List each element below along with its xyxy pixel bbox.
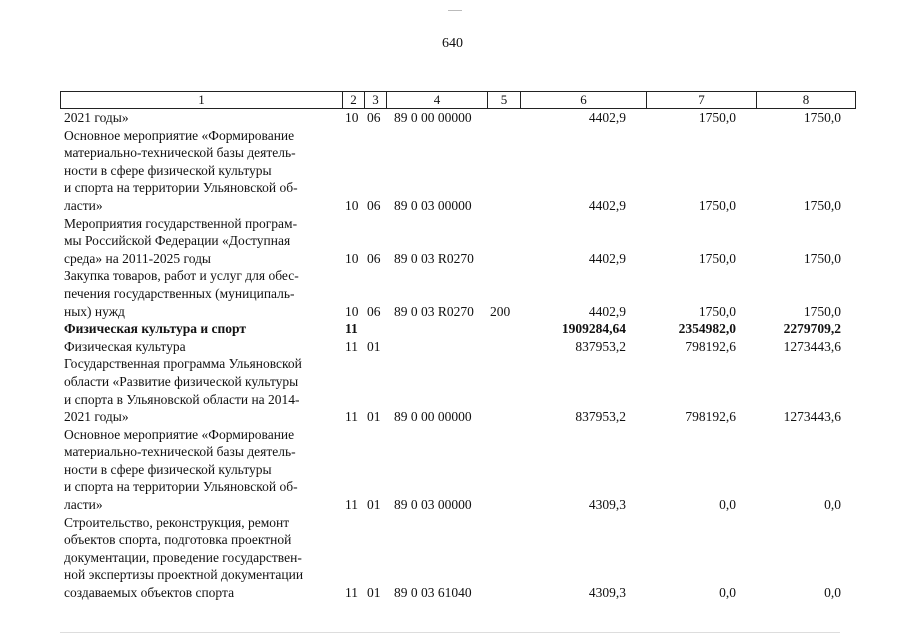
row-pr: 01 [367, 585, 381, 601]
row-name [64, 355, 340, 425]
row-rz: 11 [345, 409, 358, 425]
row-name-line: 2021 годы» [64, 110, 129, 125]
row-name-line: Физическая культура и спорт [64, 321, 247, 337]
row-value-6: 4309,3 [588, 497, 626, 513]
row-name-line: и спорта в Ульяновской области на 2014- [64, 391, 300, 407]
row-value-8: 0,0 [824, 585, 841, 601]
row-value-8: 1750,0 [803, 197, 841, 213]
row-value-8: 1750,0 [803, 110, 841, 125]
row-name [64, 426, 340, 514]
header-col-2: 2 [343, 92, 365, 109]
row-value-7: 798192,6 [685, 338, 736, 354]
row-value-8: 0,0 [824, 497, 841, 513]
row-pr: 06 [367, 110, 381, 125]
row-csr: 89 0 03 R0270 [394, 303, 474, 319]
row-csr: 89 0 00 00000 [394, 110, 472, 125]
row-name [64, 215, 340, 268]
header-col-6: 6 [521, 92, 647, 109]
page-number: 640 [442, 36, 463, 51]
row-value-6: 4402,9 [588, 110, 626, 125]
row-name-line: мы Российской Федерации «Доступная [64, 233, 291, 249]
row-pr: 06 [367, 303, 381, 319]
header-col-8: 8 [757, 92, 856, 109]
row-name-line: Государственная программа Ульяновской [64, 356, 302, 372]
row-name-line: Физическая культура [64, 338, 186, 354]
row-name-line: среда» на 2011-2025 годы [64, 250, 212, 266]
row-name-line: 2021 годы» [64, 409, 129, 425]
table-row [64, 127, 854, 215]
row-value-6: 4402,9 [588, 250, 626, 266]
row-pr: 06 [367, 250, 381, 266]
row-name-line: ласти» [64, 497, 103, 513]
table-row [64, 215, 854, 268]
row-value-7: 0,0 [719, 585, 736, 601]
row-rz: 10 [345, 110, 359, 125]
row-csr: 89 0 03 00000 [394, 197, 472, 213]
row-value-8: 2279709,2 [783, 321, 841, 337]
row-rz: 11 [345, 497, 358, 513]
row-csr: 89 0 03 61040 [394, 585, 472, 601]
table-row [64, 109, 854, 127]
row-value-6: 4402,9 [588, 303, 626, 319]
row-name [64, 127, 340, 215]
row-name-line: ной экспертизы проектной документации [64, 567, 304, 583]
row-csr: 89 0 03 00000 [394, 497, 472, 513]
row-pr: 01 [367, 338, 381, 354]
row-value-8: 1273443,6 [783, 409, 841, 425]
header-col-5: 5 [488, 92, 521, 109]
header-col-7: 7 [647, 92, 757, 109]
row-name-line: и спорта на территории Ульяновской об- [64, 479, 298, 495]
row-name-line: материально-технической базы деятель- [64, 444, 296, 460]
row-value-7: 1750,0 [698, 197, 736, 213]
row-value-6: 4402,9 [588, 197, 626, 213]
row-name-line: Мероприятия государственной програм- [64, 215, 298, 231]
row-rz: 10 [345, 250, 359, 266]
table-row [64, 355, 854, 425]
row-name-line: и спорта на территории Ульяновской об- [64, 180, 298, 196]
row-name-line: ных) нужд [64, 303, 125, 319]
row-value-6: 4309,3 [588, 585, 626, 601]
row-value-7: 0,0 [719, 497, 736, 513]
header-col-3: 3 [365, 92, 387, 109]
table-row [64, 267, 854, 320]
row-rz: 10 [345, 303, 359, 319]
row-name [64, 514, 340, 602]
table-row [64, 338, 854, 356]
row-value-8: 1273443,6 [783, 338, 841, 354]
row-csr: 89 0 00 00000 [394, 409, 472, 425]
row-rz: 11 [345, 321, 358, 337]
row-name-line: документации, проведение государствен- [64, 549, 302, 565]
scan-mark [60, 632, 840, 633]
row-value-7: 1750,0 [698, 250, 736, 266]
table-row [64, 320, 854, 338]
scan-mark [448, 10, 462, 11]
row-pr: 01 [367, 497, 381, 513]
row-name-line: ности в сфере физической культуры [64, 162, 272, 178]
table-header [60, 91, 856, 109]
row-name-line: материально-технической базы деятель- [64, 145, 296, 161]
header-col-4: 4 [387, 92, 488, 109]
row-name-line: объектов спорта, подготовка проектной [64, 532, 292, 548]
row-name-line: Основное мероприятие «Формирование [64, 426, 295, 442]
table-body [64, 109, 854, 602]
row-value-7: 1750,0 [698, 110, 736, 125]
row-name-line: ласти» [64, 197, 103, 213]
row-name-line: Основное мероприятие «Формирование [64, 127, 295, 143]
row-name-line: Закупка товаров, работ и услуг для обес- [64, 268, 299, 284]
row-name-line: области «Развитие физической культуры [64, 373, 299, 389]
row-rz: 11 [345, 338, 358, 354]
row-name-line: Строительство, реконструкция, ремонт [64, 514, 290, 530]
row-value-7: 2354982,0 [678, 321, 736, 337]
row-value-7: 798192,6 [685, 409, 736, 425]
row-vr: 200 [490, 303, 511, 319]
row-value-8: 1750,0 [803, 303, 841, 319]
row-csr: 89 0 03 R0270 [394, 250, 474, 266]
table-row [64, 426, 854, 514]
header-col-1: 1 [61, 92, 343, 109]
row-value-6: 837953,2 [575, 409, 626, 425]
row-name-line: печения государственных (муниципаль- [64, 285, 295, 301]
row-value-6: 1909284,64 [561, 321, 626, 337]
row-name [64, 267, 340, 320]
row-value-6: 837953,2 [575, 338, 626, 354]
row-rz: 11 [345, 585, 358, 601]
row-name-line: создаваемых объектов спорта [64, 585, 235, 601]
row-name [64, 109, 340, 127]
row-value-8: 1750,0 [803, 250, 841, 266]
row-pr: 01 [367, 409, 381, 425]
row-name [64, 320, 340, 338]
row-value-7: 1750,0 [698, 303, 736, 319]
table-row [64, 514, 854, 602]
row-name-line: ности в сфере физической культуры [64, 461, 272, 477]
row-name [64, 338, 340, 356]
row-pr: 06 [367, 197, 381, 213]
row-rz: 10 [345, 197, 359, 213]
